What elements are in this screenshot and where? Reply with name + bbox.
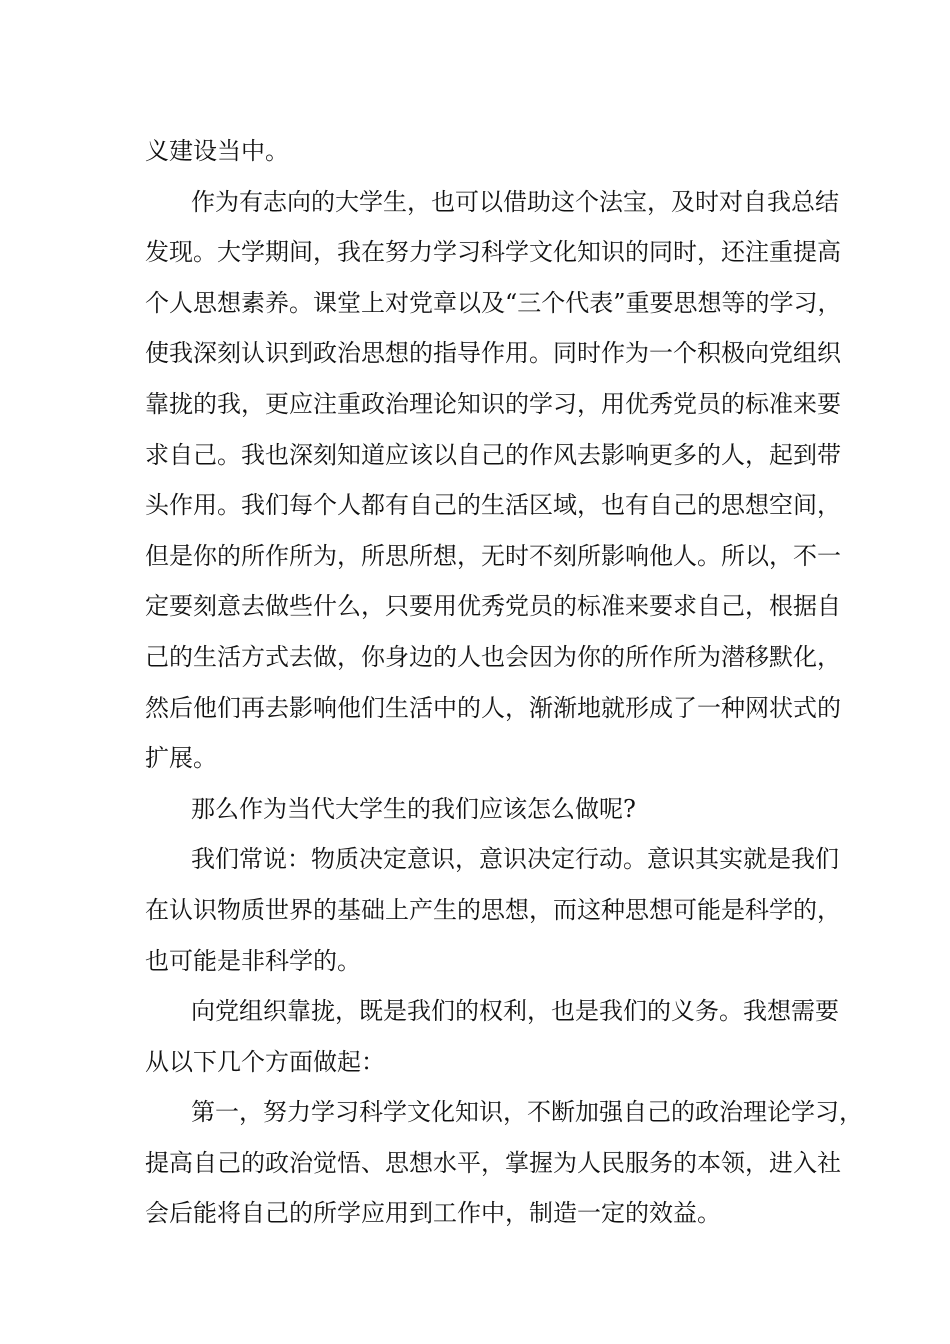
text-line: 从以下几个方面做起：: [145, 1047, 385, 1076]
text-line: 靠拢的我，更应注重政治理论知识的学习，用优秀党员的标准来要: [145, 389, 841, 418]
text-line: 在认识物质世界的基础上产生的思想，而这种思想可能是科学的，: [145, 895, 841, 924]
text-line: 第一，努力学习科学文化知识，不断加强自己的政治理论学习，: [191, 1098, 863, 1127]
text-line: 求自己。我也深刻知道应该以自己的作风去影响更多的人，起到带: [145, 440, 841, 469]
text-line: 作为有志向的大学生，也可以借助这个法宝，及时对自我总结: [191, 187, 839, 216]
text-line: 义建设当中。: [145, 137, 289, 165]
text-line: 但是你的所作所为，所思所想，无时不刻所影响他人。所以，不一: [145, 541, 841, 570]
text-line: 头作用。我们每个人都有自己的生活区域，也有自己的思想空间，: [145, 491, 841, 520]
text-line: 使我深刻认识到政治思想的指导作用。同时作为一个积极向党组织: [145, 339, 841, 368]
text-line: 我们常说：物质决定意识，意识决定行动。意识其实就是我们: [191, 845, 839, 874]
text-line: 定要刻意去做些什么，只要用优秀党员的标准来要求自己，根据自: [145, 592, 841, 621]
text-line: 向党组织靠拢，既是我们的权利，也是我们的义务。我想需要: [191, 997, 839, 1026]
text-line: 扩展。: [145, 744, 217, 773]
text-line: 然后他们再去影响他们生活中的人，渐渐地就形成了一种网状式的: [145, 693, 841, 722]
text-line: 发现。大学期间，我在努力学习科学文化知识的同时，还注重提高: [145, 238, 841, 267]
text-line: 提高自己的政治觉悟、思想水平，掌握为人民服务的本领，进入社: [145, 1148, 841, 1177]
text-line: 个人思想素养。课堂上对党章以及“三个代表”重要思想等的学习，: [145, 288, 842, 317]
text-line: 己的生活方式去做，你身边的人也会因为你的所作所为潜移默化，: [145, 642, 841, 671]
body-text: [145, 126, 863, 1239]
text-line: 那么作为当代大学生的我们应该怎么做呢?: [191, 794, 636, 823]
text-line: 也可能是非科学的。: [145, 946, 361, 975]
text-line: 会后能将自己的所学应用到工作中，制造一定的效益。: [145, 1199, 721, 1228]
